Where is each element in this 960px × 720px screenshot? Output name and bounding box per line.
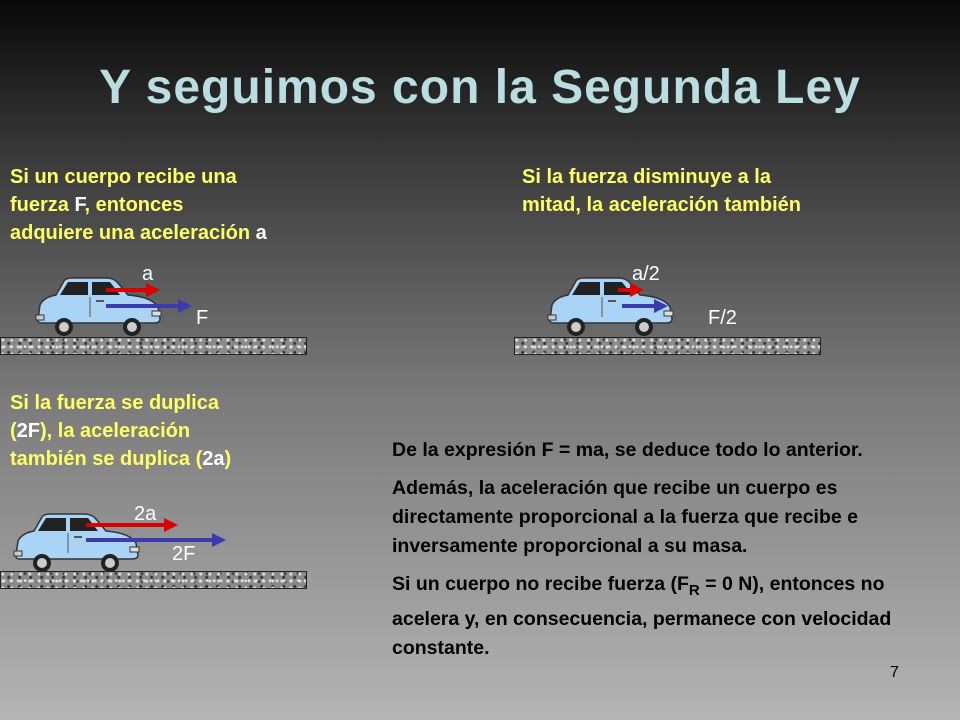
explanation-paragraph: Además, la aceleración que recibe un cuerpo es directamente proporcional a la fuerza que recibe e inversamente proporcional a su masa.: [392, 477, 858, 557]
explanation-paragraph: [392, 570, 932, 663]
caption-line: Si la fuerza disminuye a la: [522, 166, 771, 188]
caption-text: , entonces: [84, 194, 184, 216]
paragraph-text: Si un cuerpo no recibe fuerza (F: [392, 573, 689, 595]
force-arrow: [86, 532, 226, 548]
caption-line: mitad, la aceleración también: [522, 194, 801, 216]
caption-line: [10, 219, 340, 247]
acceleration-label: 2a: [134, 503, 157, 525]
acceleration-symbol: 2a: [202, 448, 225, 470]
caption-half-force: [522, 163, 902, 219]
caption-text: también se duplica (: [10, 448, 203, 470]
force-label: 2F: [172, 543, 196, 565]
caption-text: ), la aceleración: [40, 420, 191, 442]
explanation-paragraph: De la expresión F = ma, se deduce todo lo anterior.: [392, 439, 863, 461]
caption-line: [10, 417, 330, 445]
slide-number: 7: [890, 664, 899, 681]
force-symbol: 2F: [16, 420, 41, 442]
caption-text: fuerza: [10, 194, 75, 216]
paragraph-text: = 0 N), entonces no acelera y, en consecuencia, permanece con velocidad constante.: [392, 573, 892, 659]
caption-text: ): [224, 448, 232, 470]
slide-title: Y seguimos con la Segunda Ley: [99, 61, 861, 114]
caption-text: adquiere una aceleración: [10, 222, 256, 244]
caption-line: [10, 445, 330, 473]
force-label: F: [196, 307, 209, 329]
acceleration-label: a/2: [632, 263, 660, 285]
explanation-text: [392, 436, 932, 672]
force-symbol: F: [74, 194, 85, 216]
road-surface: [514, 337, 821, 355]
caption-initial-force: [10, 163, 340, 247]
acceleration-label: a: [142, 263, 154, 285]
acceleration-arrow: [86, 517, 178, 533]
caption-line: [10, 191, 340, 219]
caption-text: (: [10, 420, 17, 442]
force-label: F/2: [708, 307, 737, 329]
caption-line: Si la fuerza se duplica: [10, 392, 219, 414]
force-arrow: [106, 298, 192, 314]
caption-double-force: [10, 389, 330, 473]
caption-line: Si un cuerpo recibe una: [10, 166, 237, 188]
road-surface: [0, 571, 307, 589]
acceleration-symbol: a: [255, 222, 267, 244]
force-arrow: [622, 298, 668, 314]
resultant-subscript: R: [688, 581, 700, 599]
road-surface: [0, 337, 307, 355]
